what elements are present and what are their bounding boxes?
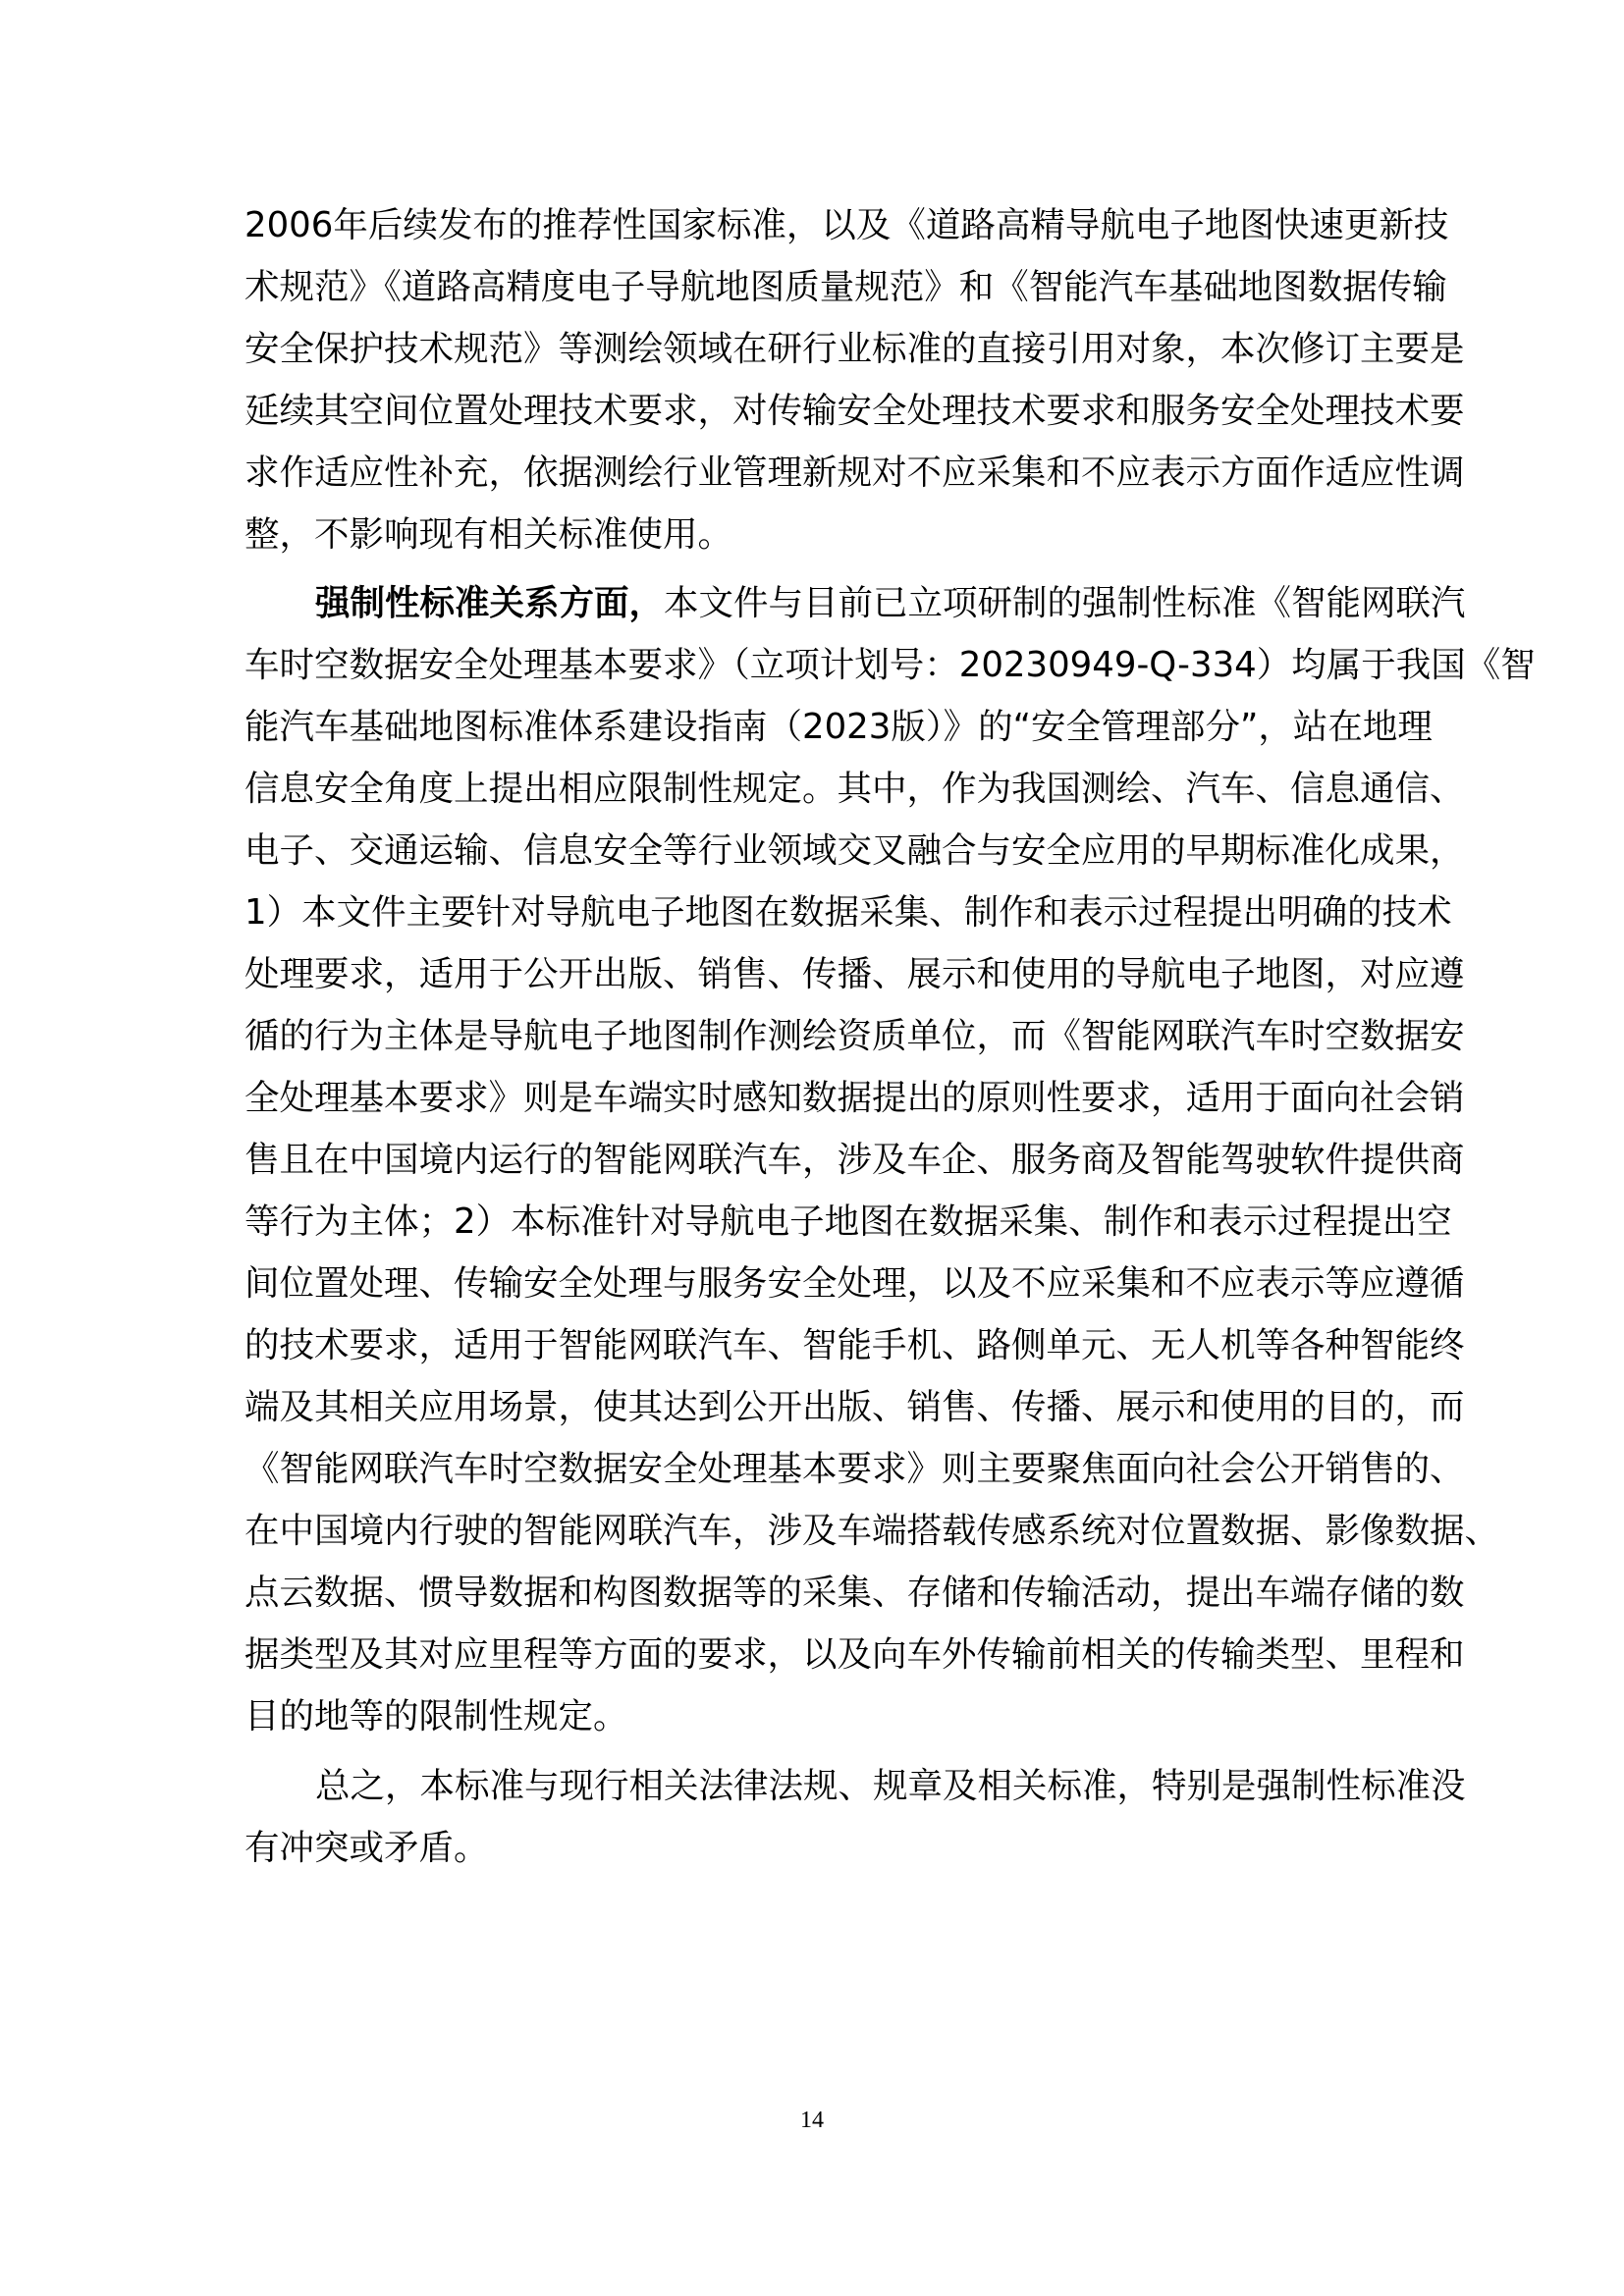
text-line: 间位置处理、传输安全处理与服务安全处理，以及不应采集和不应表示等应遵循: [244, 1263, 1465, 1304]
text-line: 2006年后续发布的推荐性国家标准，以及《道路高精导航电子地图快速更新技: [244, 205, 1449, 245]
text-line: 整，不影响现有相关标准使用。: [244, 514, 733, 555]
page-number: 14: [800, 2108, 824, 2133]
text-line: 安全保护技术规范》等测绘领域在研行业标准的直接引用对象，本次修订主要是: [244, 329, 1465, 369]
text-line: 等行为主体；2）本标准针对导航电子地图在数据采集、制作和表示过程提出空: [244, 1201, 1452, 1242]
text-line: 在中国境内行驶的智能网联汽车，涉及车端搭载传感系统对位置数据、影像数据、: [244, 1511, 1500, 1551]
text-line: 总之，本标准与现行相关法律法规、规章及相关标准，特别是强制性标准没: [315, 1766, 1466, 1806]
text-span: 本文件与目前已立项研制的强制性标准《智能网联汽: [664, 583, 1466, 623]
text-line: 1）本文件主要针对导航电子地图在数据采集、制作和表示过程提出明确的技术: [244, 892, 1452, 933]
text-line: 的技术要求，适用于智能网联汽车、智能手机、路侧单元、无人机等各种智能终: [244, 1325, 1465, 1365]
text-line: 延续其空间位置处理技术要求，对传输安全处理技术要求和服务安全处理技术要: [244, 391, 1465, 431]
text-line: 电子、交通运输、信息安全等行业领域交叉融合与安全应用的早期标准化成果，: [244, 830, 1465, 871]
text-line: 术规范》《道路高精度电子导航地图质量规范》和《智能汽车基础地图数据传输: [244, 267, 1447, 307]
text-line: 据类型及其对应里程等方面的要求，以及向车外传输前相关的传输类型、里程和: [244, 1634, 1465, 1675]
text-line: 售且在中国境内运行的智能网联汽车，涉及车企、服务商及智能驾驶软件提供商: [244, 1140, 1465, 1180]
text-line: 端及其相关应用场景，使其达到公开出版、销售、传播、展示和使用的目的，而: [244, 1387, 1465, 1427]
paragraph-first-line: [315, 574, 1466, 633]
text-line: 能汽车基础地图标准体系建设指南（2023版）》的“安全管理部分”，站在地理: [244, 707, 1433, 747]
text-line: 处理要求，适用于公开出版、销售、传播、展示和使用的导航电子地图，对应遵: [244, 954, 1465, 994]
text-line: 有冲突或矛盾。: [244, 1828, 489, 1868]
text-line: 目的地等的限制性规定。: [244, 1696, 628, 1736]
text-line: 《智能网联汽车时空数据安全处理基本要求》则主要聚焦面向社会公开销售的、: [244, 1449, 1465, 1489]
text-line: 点云数据、惯导数据和构图数据等的采集、存储和传输活动，提出车端存储的数: [244, 1573, 1465, 1613]
paragraph-lead-heading: 强制性标准关系方面，: [315, 583, 665, 623]
text-line: 求作适应性补充，依据测绘行业管理新规对不应采集和不应表示方面作适应性调: [244, 453, 1465, 493]
text-line: 车时空数据安全处理基本要求》（立项计划号：20230949-Q-334）均属于我国《智: [244, 645, 1536, 685]
text-line: 信息安全角度上提出相应限制性规定。其中，作为我国测绘、汽车、信息通信、: [244, 769, 1465, 809]
text-line: 循的行为主体是导航电子地图制作测绘资质单位，而《智能网联汽车时空数据安: [244, 1016, 1465, 1056]
text-line: 全处理基本要求》则是车端实时感知数据提出的原则性要求，适用于面向社会销: [244, 1078, 1465, 1118]
